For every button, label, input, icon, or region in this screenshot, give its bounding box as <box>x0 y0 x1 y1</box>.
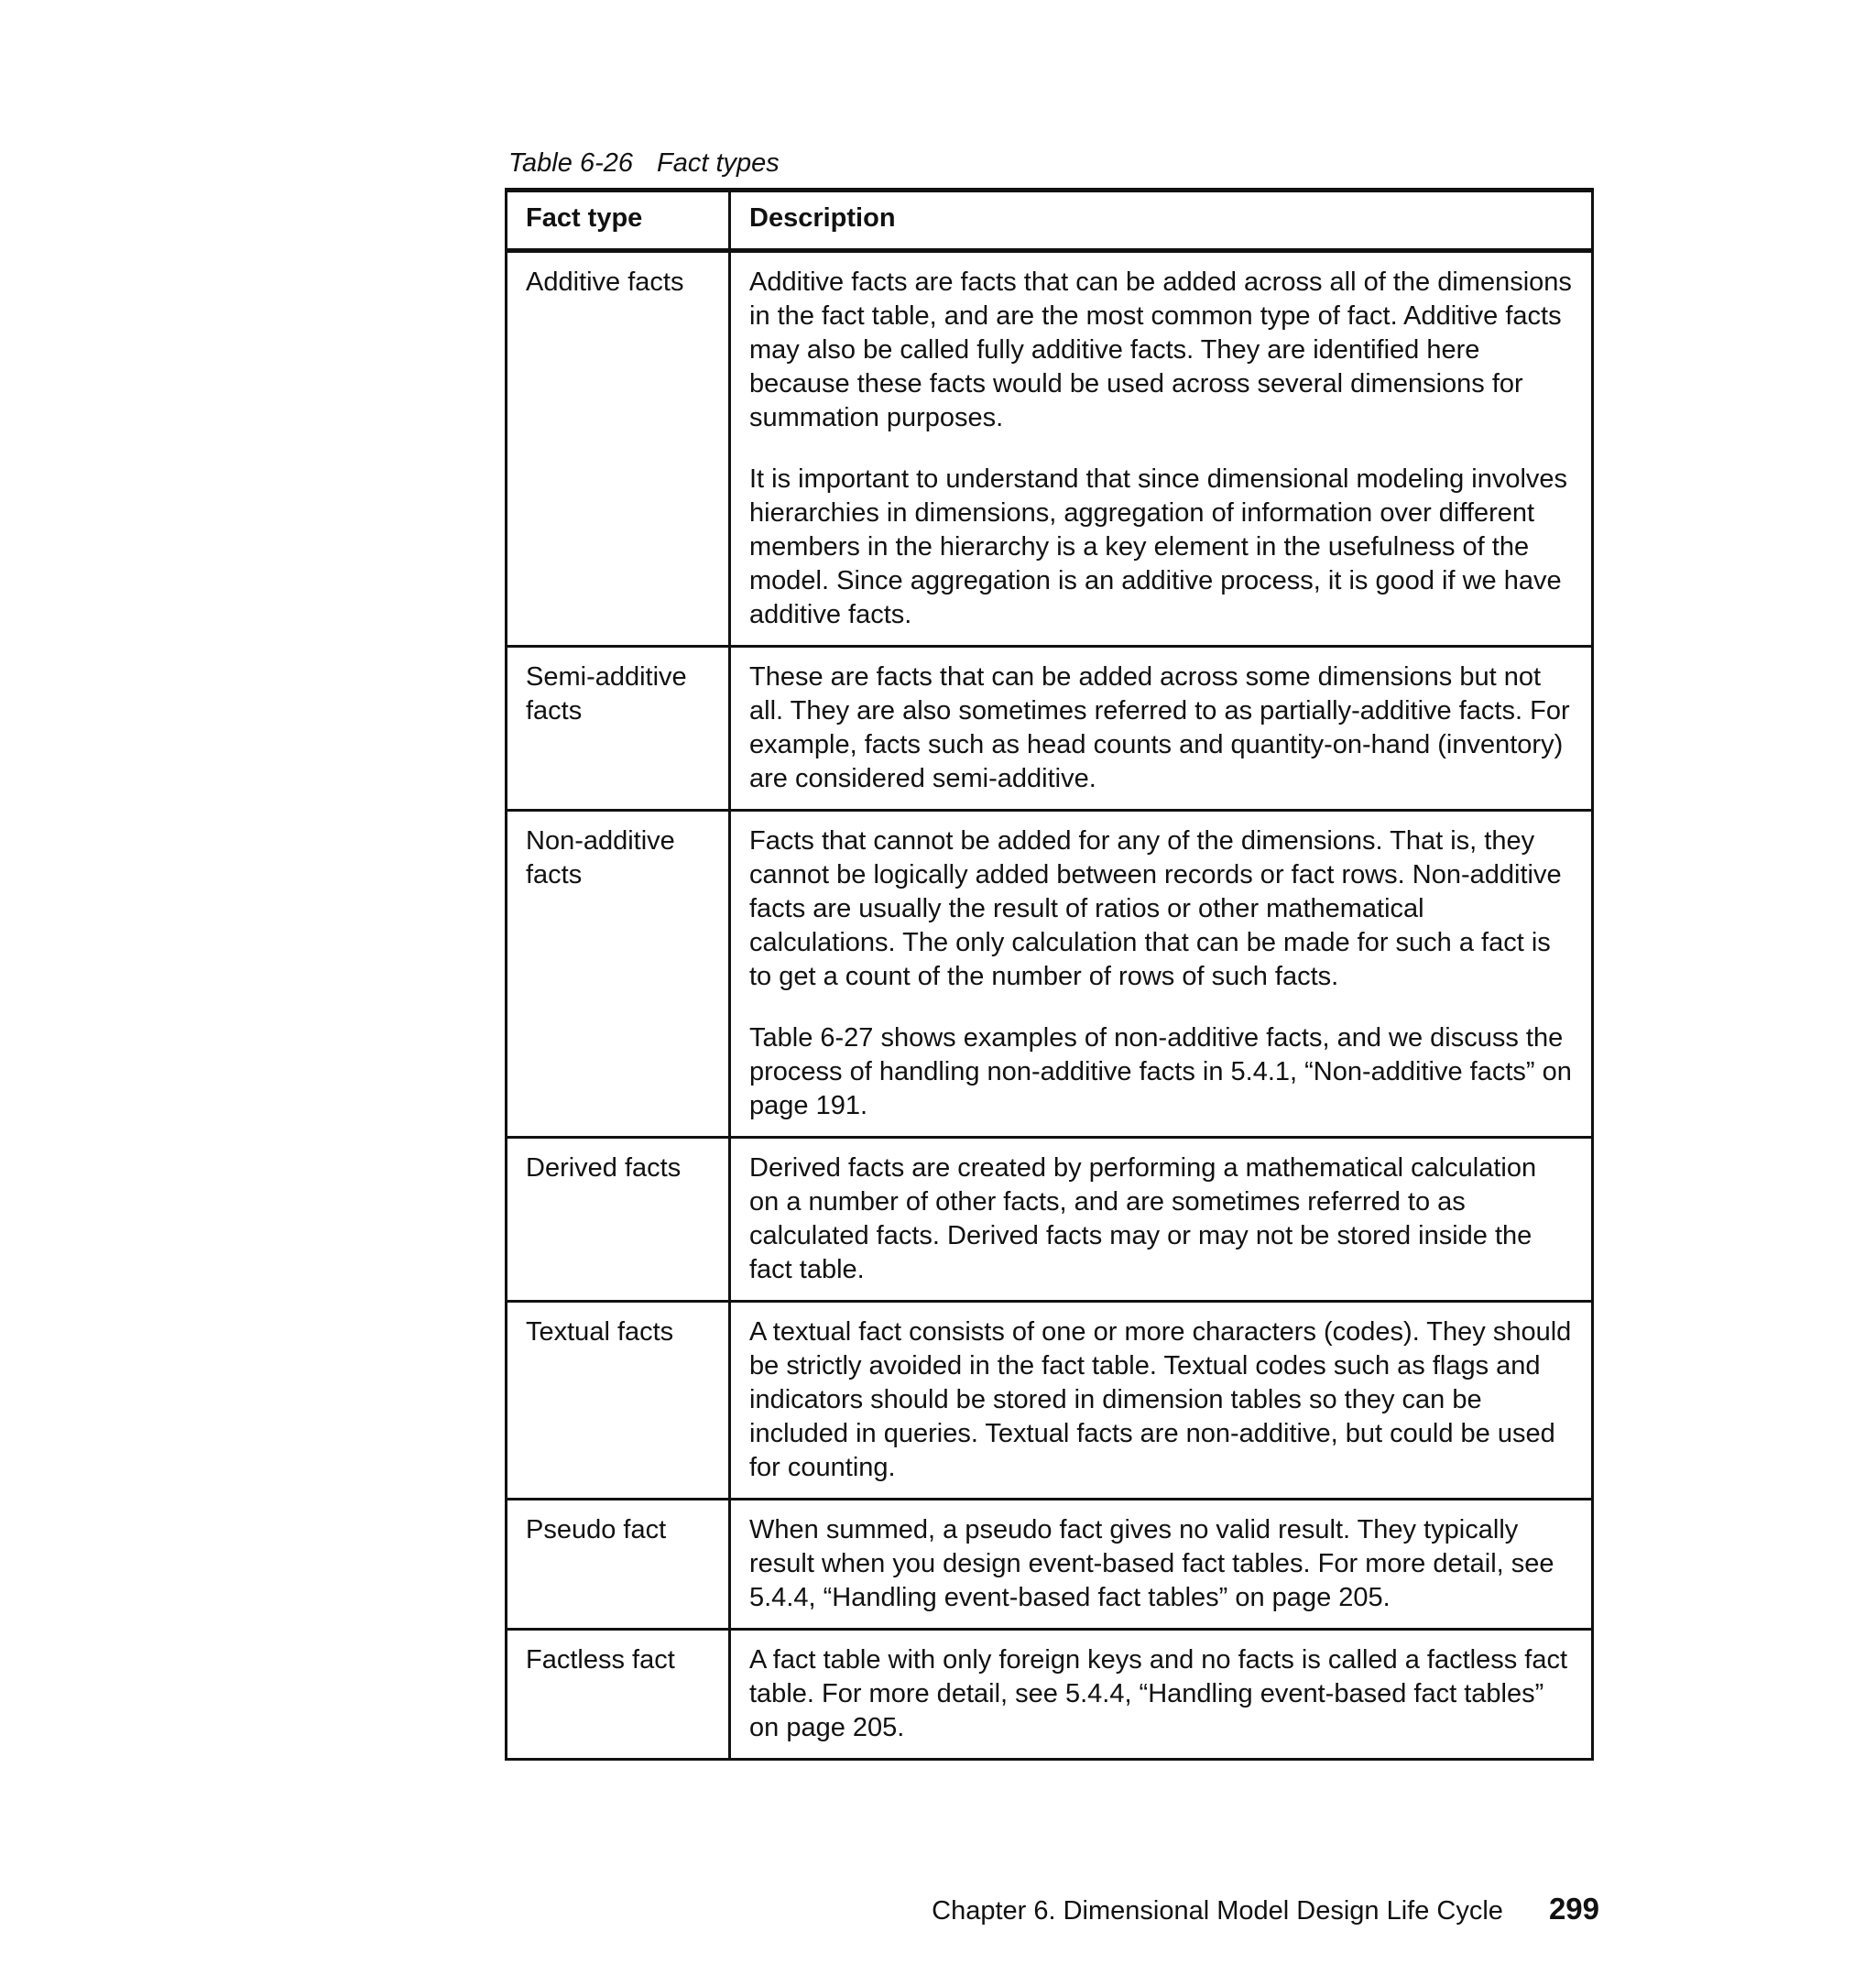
description-cell <box>730 1630 1593 1760</box>
chapter-title: Chapter 6. Dimensional Model Design Life Cycle <box>932 1896 1503 1926</box>
description-cell <box>730 1500 1593 1630</box>
fact-type-cell: Semi-additive facts <box>507 647 730 811</box>
fact-types-table <box>505 188 1594 1761</box>
table-row <box>507 811 1593 1138</box>
description-paragraph: A fact table with only foreign keys and no facts is called a factless fact table. For more detail, see 5.4.4, “Handling event-based fact tables” on page 205. <box>749 1645 1568 1742</box>
description-paragraph: A textual fact consists of one or more characters (codes). They should be strictly avoided in the fact table. Textual codes such as flags and indicators should be stored in dimension tables so they can be included in queries. Textual facts are non-additive, but could be used for counting. <box>749 1317 1572 1482</box>
description-paragraph: When summed, a pseudo fact gives no valid result. They typically result when you design event-based fact tables. For more detail, see 5.4.4, “Handling event-based fact tables” on page 205. <box>749 1515 1554 1612</box>
table-caption-title: Fact types <box>656 148 780 178</box>
description-paragraph: These are facts that can be added across some dimensions but not all. They are also sometimes referred to as partially-additive facts. For example, facts such as head counts and quantity-on-hand (inventory) are considered semi-additive. <box>749 662 1570 793</box>
table-row <box>507 1302 1593 1500</box>
fact-type-cell: Textual facts <box>507 1302 730 1500</box>
table-row <box>507 1138 1593 1302</box>
page-footer <box>932 1891 1599 1934</box>
description-paragraph: Derived facts are created by performing a mathematical calculation on a number of other facts, and are sometimes referred to as calculated facts. Derived facts may or may not be stored inside the fact table. <box>749 1153 1537 1284</box>
table-row <box>507 647 1593 811</box>
table-row <box>507 1630 1593 1760</box>
description-cell <box>730 251 1593 647</box>
description-paragraph: It is important to understand that since dimensional modeling involves hierarchies in dimensions, aggregation of information over different members in the hierarchy is a key element in the usefulness of the model. Since aggregation is an additive process, it is good if we have additive facts. <box>749 464 1568 629</box>
fact-type-cell: Derived facts <box>507 1138 730 1302</box>
description-cell <box>730 1138 1593 1302</box>
description-paragraph: Table 6-27 shows examples of non-additive facts, and we discuss the process of handling non-additive facts in 5.4.1, “Non-additive facts” on page 191. <box>749 1023 1572 1120</box>
table-caption <box>508 147 780 180</box>
fact-type-cell: Factless fact <box>507 1630 730 1760</box>
description-cell <box>730 1302 1593 1500</box>
description-cell <box>730 647 1593 811</box>
fact-type-cell: Pseudo fact <box>507 1500 730 1630</box>
header-fact-type: Fact type <box>507 191 730 251</box>
description-paragraph: Facts that cannot be added for any of the dimensions. That is, they cannot be logically added between records or fact rows. Non-additive facts are usually the result of ratios or other mathematical calculations. The only calculation that can be made for such a fact is to get a count of the number of rows of such facts. <box>749 826 1562 991</box>
table-row <box>507 251 1593 647</box>
table-caption-label: Table 6-26 <box>508 148 633 178</box>
description-cell <box>730 811 1593 1138</box>
fact-type-cell: Additive facts <box>507 251 730 647</box>
table-header-row <box>507 191 1593 251</box>
table-row <box>507 1500 1593 1630</box>
page-number: 299 <box>1548 1892 1599 1926</box>
description-paragraph: Additive facts are facts that can be added across all of the dimensions in the fact table, and are the most common type of fact. Additive facts may also be called fully additive facts. They are identified here because these facts would be used across several dimensions for summation purposes. <box>749 267 1572 432</box>
header-description: Description <box>730 191 1593 251</box>
fact-type-cell: Non-additive facts <box>507 811 730 1138</box>
